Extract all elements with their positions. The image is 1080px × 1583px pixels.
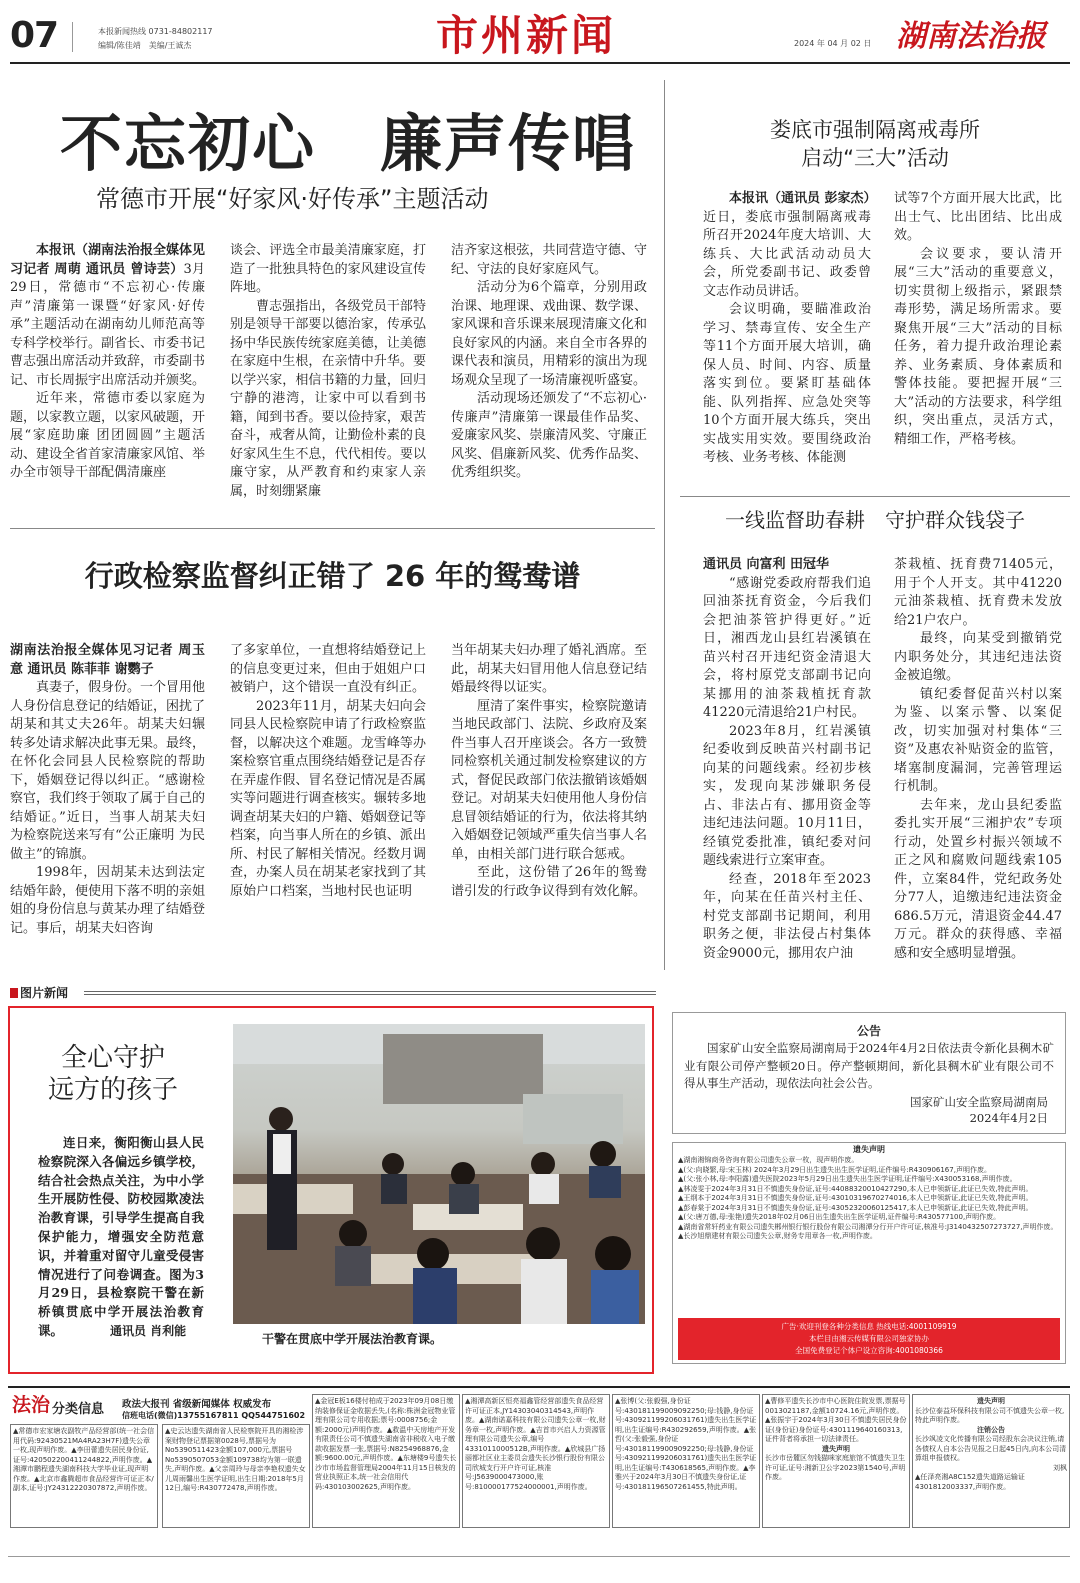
article4-col1 (703, 556, 871, 986)
article2-title2: 启动“三大”活动 (801, 146, 949, 170)
article4-col2 (894, 556, 1062, 986)
classroom-photo (233, 1024, 645, 1324)
article1-title: 不忘初心 廉声传唱 (60, 107, 637, 180)
classified-col7-text: 长沙位泰益环保科技有限公司不慎遗失公章一枚,特此声明作废。 (915, 1406, 1065, 1424)
article1-col2b: 曹志强指出，各级党员干部特别是领导干部要以德治家，传承弘扬中华民族传统家庭美德，让美德在家庭中生根，在亲情中升华。要以学兴家，相信书籍的力量，回归宁静的港湾，让家中可以看到书籍，闻到书香。要以俭持家，艰苦奋斗，戒奢从简，让勤俭朴素的良好家风生生不息，代代相传。要以廉守家，从严教育和约束家人亲属，时刻绷紧廉 (230, 298, 426, 499)
photo-news-title-l1: 全心守护 (60, 1043, 165, 1073)
notice-body-text: 国家矿山安全监察局湖南局于2024年4月2日依法责令新化县稠木矿业有限公司停产整顿20日。停产整顿期间，新化县稠木矿业有限公司不得从事生产活动，现依法向社会公告。 (684, 1041, 1054, 1090)
article4-col1b: 2023年8月，红岩溪镇纪委收到反映苗兴村副书记向某的问题线索。经初步核实，发现向某涉嫌职务侵占、非法占有、挪用资金等违纪违法问题。10月11日，经镇党委批准，镇纪委对问题线索进行立案审查。 (703, 723, 871, 868)
article3-title: 行政检察监督纠正错了 26 年的鸳鸯谱 (84, 559, 581, 593)
classified-brand: 法治 (12, 1394, 51, 1416)
article3-col3b: 厘清了案件事实，检察院邀请当地民政部门、法院、乡政府及案件当事人召开座谈会。各方一致赞同检察机关通过制发检察建议的方式，督促民政部门依法撤销该婚姻登记。对胡某夫妇使用他人身份信息冒领结婚证的行为，依法将其纳入婚姻登记领域严重失信当事人名单，由相关部门进行联合惩戒。 (451, 698, 647, 862)
lost-item: ▲(父:唐万德,母:张艳)遗失2018年02月06日出生遗失出生医学证明,证件编号:R430577100,声明作废。 (678, 1213, 1001, 1221)
classified-col6-title: 遗失声明 (822, 1444, 850, 1453)
vertical-divider-top (664, 80, 665, 970)
lost-item: ▲彭春棠于2024年3月31日不慎遗失身份证,证号:43052320060125417,本人已申领新证,此证已失效,特此声明。 (678, 1203, 1033, 1212)
article1-subtitle: 常德市开展“好家风·好传承”主题活动 (96, 185, 489, 213)
classified-slogan: 政法大报刊 省级新闻媒体 权威发布 (122, 1399, 272, 1410)
article3-col1 (10, 642, 205, 942)
article4-col2d: 去年来，龙山县纪委监委扎实开展“三湘护农”专项行动，处置乡村振兴领域不正之风和腐败问题线索105件，立案84件，党纪政务处分77人，追缴违纪违法资金686.5万元，清退资金44.47万元。群众的获得感、幸福感和安全感明显增强。 (894, 797, 1062, 961)
article3-col3 (451, 642, 647, 942)
classified-col7-title: 遗失声明 (977, 1397, 1005, 1405)
article1-col3 (451, 242, 647, 504)
classified-col7-text2: 长沙飒凌文化传播有限公司经股东会决议注销,请各债权人自本公告见报之日起45日内,向本公司清算组申报债权。 (915, 1435, 1067, 1462)
article1-col3c: 活动现场还颁发了“不忘初心·传廉声”清廉第一课最佳作品奖、爱廉家风奖、崇廉清风奖、守廉正风奖、倡廉新风奖、优秀作品奖、优秀组织奖。 (451, 391, 647, 480)
lost-notice-list (678, 1156, 1060, 1316)
notice-sign: 国家矿山安全监察局湖南局 (910, 1095, 1048, 1109)
article3-col2b: 2023年11月，胡某夫妇向会同县人民检察院申请了行政检察监督，以解决这个难题。龙雪峰等办案检察官重点围绕结婚登记是否存在弄虚作假、冒名登记情况是否属实等问题进行调查核实。辗转多地调查胡某夫妇的户籍、婚姻登记等档案，向当事人所在的乡镇、派出所、村民了解相关情况。经数月调查，办案人员在胡某老家找到了其原始户口档案，当地村民也证明 (230, 698, 426, 899)
classified-col7-sign: 刘枫 (1053, 1463, 1067, 1472)
masthead-rule (10, 62, 1070, 64)
article2-rule (680, 496, 1070, 497)
article4-title: 一线监督助春耕 守护群众钱袋子 (725, 508, 1025, 532)
lost-item: ▲王纲本于2024年3月31日不慎遗失身份证,证号:43010319670274016,本人已申领新证,此证已失效,特此声明。 (678, 1194, 1033, 1202)
classified-col3: ▲金冠E板16楼付柏成于2023年09月08日缴纳装修保证金收据丢失,(名称:株洲金冠物业管理有限公司专用收据;票号:0008756;金额:2000元)声明作废。▲救温中天房地产开发有限责任公司不慎遗失湖南省非税收入电子缴款收据发票一张,票据号:N8254968876,金额:9600.00元,声明作废。▲东塘楼9号遗失长沙市市场监督管理局2004年11月15日核发的营业执照正本,统一社会信用代码:430103002625,声明作废。 (312, 1394, 460, 1528)
article1-col2 (230, 242, 426, 504)
classroom-scene (233, 1024, 645, 1324)
classified-col7 (912, 1394, 1070, 1528)
hotline: 本报新闻热线 0731-84802117 (98, 27, 213, 36)
article4-col1c: 经查，2018年至2023年，向某在任苗兴村主任、村党支部副书记期间，利用职务之便，非法侵占村集体资金9000元，挪用农户油 (703, 871, 871, 961)
article3-col3c: 至此，这份错了26年的鸳鸯谱引发的行政争议得到有效化解。 (451, 865, 647, 899)
ad-line-1: 广告·欢迎刊登各种分类信息 热线电话:4001109919 (781, 1322, 957, 1331)
article1-col3a: 洁齐家这根弦，共同营造守德、守纪、守法的良好家庭风气。 (451, 243, 647, 277)
lost-item: ▲林凌雯于2024年3月31日不慎遗失身份证,证号:44088320010427290,本人已申领新证,此证已失效,特此声明。 (678, 1184, 1033, 1193)
article2-col2 (894, 190, 1062, 480)
article4-col1a: “感谢党委政府帮我们追回油茶抚育资金，今后我们会把油茶管护得更好。”近日，湘西龙山县红岩溪镇在苗兴村召开违纪资金清退大会，将村原党支部副书记向某挪用的油茶栽植抚育款41220元清退给21户村民。 (703, 575, 871, 720)
lost-notice-title: 遗失声明 (853, 1145, 885, 1154)
lost-item: ▲长沙旭鼎建材有限公司遗失公章,财务专用章各一枚,声明作废。 (678, 1232, 877, 1240)
notice-title: 公告 (856, 1024, 881, 1038)
article3-col1b: 1998年，因胡某未达到法定结婚年龄，便使用下落不明的亲姐姐的身份信息与黄某办理了结婚登记。事后，胡某夫妇咨询 (10, 865, 206, 936)
article4-col2c: 镇纪委督促苗兴村以案为鉴、以案示警、以案促改，切实加强对村集体“三资”及惠农补贴资金的监管，堵塞制度漏洞，完善管理运行机制。 (894, 686, 1062, 794)
article3-col1a: 真妻子，假身份。一个冒用他人身份信息登记的结婚证，困扰了胡某和其丈夫26年。胡某夫妇辗转多处请求解决此事无果。最终，在怀化会同县人民检察院的帮助下，婚姻登记得以纠正。“感谢检察官，我们终于领取了属于自己的结婚证。”近日，当事人胡某夫妇为检察院送来写有“公正廉明 为民做主”的锦旗。 (10, 680, 206, 862)
paper-logo: 湖南法治报 (896, 19, 1046, 54)
photo-news-label: 图片新闻 (20, 986, 69, 1000)
photo-news-label-rule (84, 991, 656, 995)
classified-col1: ▲常德市宏家塘农副牧产品经营部(统一社会信用代码:92430521MA4RA23H7F)遗失公章一枚,现声明作废。▲李田蕾遗失居民身份证,证号:420502200411244822,声明作废。▲湘潭市鹏程遗失湖南科技大学毕业证,现声明作废。▲北京市鑫腾超市食品经营许可证正本/副本,证号:JY24312220307872,声明作废。 (10, 1424, 158, 1528)
editors: 编辑/陈佳靖 美编/王诚杰 (98, 41, 192, 50)
issue-date: 2024 年 04 月 02 日 (794, 39, 872, 48)
article2-byline: 本报讯（通讯员 彭家杰） (729, 191, 877, 206)
classified-col7-text3: ▲任泽亮湘A8C152遗失道路运输证4301812003337,声明作废。 (915, 1473, 1025, 1491)
article2-col1-text: 近日，娄底市强制隔离戒毒所召开2024年度大培训、大练兵、大比武活动动员大会，所党委副书记、政委曾文志作动员讲话。 (703, 209, 871, 299)
page-number: 07 (10, 15, 59, 56)
classified-col6-text2: 长沙市岳麓区勿钱猫咪家庭旅馆不慎遗失卫生许可证,证号:湘新卫公字2023第1540号,声明作废。 (765, 1454, 906, 1481)
classified-top-rule (8, 1386, 1070, 1388)
classified-col5: ▲张博(父:张毅强,身份证号:430181199009092250;母:钱静,身份证号:430921199206031761)遗失出生医学证明,出生证编号:R430292659,声明作废。▲张哲(父:张毅强,身份证号:430181199009092250;母:钱静,身份证号:430921199206031761)遗失出生医学证明,出生证编号:T430618565,声明作废。▲李雅兴于2024年3月30日不慎遗失身份证,证号:430181196507261455,特此声明。 (612, 1394, 760, 1528)
classified-brand2: 分类信息 (52, 1402, 105, 1417)
page-bottom-rule (8, 1556, 1070, 1557)
article3-col2a: 了多家单位，一直想将结婚登记上的信息变更过来，但由于姐姐户口被销户，这个错误一直没有纠正。 (230, 643, 426, 695)
article1-col1 (10, 242, 205, 504)
masthead-divider-short (72, 22, 73, 52)
classified-col6 (762, 1394, 910, 1528)
notice-date: 2024年4月2日 (969, 1111, 1048, 1125)
article2-col1 (703, 190, 877, 480)
classified-phone: 信班电话(微信)13755167811 QQ544751602 (122, 1411, 306, 1420)
article2-col2b: 会议要求，要认清开展“三大”活动的重要意义，切实贯彻上级指示，紧跟禁毒形势，满足场所需求。要聚焦开展“三大”活动的目标任务，着力提升政治理论素养、业务素质、身体素质和警体技能。要把握开展“三大”活动的方法要求，科学组织，突出重点，灵活方式，精细工作，严格考核。 (894, 246, 1062, 447)
section-title: 市州新闻 (436, 11, 617, 60)
classified-col4: ▲湘潭高新区恒亮福鑫管经营部遗失食品经营许可证正本,JY14303040314543,声明作废。▲湖南诺嘉科技有限公司遗失公章一枚,财务章一枚,声明作废。▲吉首市兴启人力资源管理有限公司遗失公章,编号4331011000512B,声明作废。▲欣城县广扬丽都社区业主委员会遗失长沙银行股份有限公司欣城支行开户许可证,核准号:J5639000473000,账号:810000177524000001,声明作废。 (462, 1394, 610, 1528)
lost-item: ▲湖南湘锦商务咨询有限公司遗失公章一枚，现声明作废。 (678, 1156, 859, 1164)
article3-top-rule (10, 528, 655, 529)
photo-news-label-marker (10, 988, 18, 998)
notice-body (684, 1040, 1054, 1096)
photo-news-title-l2: 远方的孩子 (47, 1075, 178, 1105)
article4-col2a: 茶栽植、抚育费71405元，用于个人开支。其中41220元油茶栽植、抚育费未发放给21户农户。 (894, 557, 1062, 628)
article1-byline: 本报讯（湖南法治报全媒体见习记者 周萌 通讯员 曾诗芸） (10, 243, 206, 277)
ad-line-3: 全国免费登记个体户设立咨询:4001080366 (795, 1346, 943, 1355)
article2-col1b: 会议明确，要瞄准政治学习、禁毒宣传、安全生产等11个方面开展大培训，确保人员、时间、内容、质量落实到位。要紧盯基础体能、队列指挥、应急处突等10个方面开展大练兵，突出实战实用实效。要围绕政治考核、业务考核、体能测 (703, 302, 871, 465)
classified-col7-title2: 注销公告 (977, 1425, 1005, 1434)
classified-col6-text: ▲曹修平遗失长沙市中心医院住院发票,票据号0013021187,金额10724.16元,声明作废。▲张振宇于2024年3月30日不慎遗失居民身份证(身份证)身份证号:4301119640160313,证件背者将承担一切法律责任。 (765, 1397, 907, 1443)
article1-col2a: 谈会、评选全市最美清廉家庭，打造了一批独具特色的家风建设宣传阵地。 (230, 243, 426, 295)
article1-col1-text: 3月29日，常德市“不忘初心·传廉声”清廉第一课暨“好家风·好传承”主题活动在湖南幼儿师范高等专科学校举行。副省长、市委书记曹志强出席活动并致辞，市委副书记、市长周振宇出席活动并颁奖。 (10, 261, 206, 388)
photo-news-credit: 通讯员 肖利能 (110, 1324, 187, 1338)
article2-title: 娄底市强制隔离戒毒所 (770, 118, 980, 142)
article3-col2 (230, 642, 426, 942)
article3-byline: 湖南法治报全媒体见习记者 周玉意 通讯员 陈菲菲 谢鹦子 (10, 643, 205, 677)
photo-news-body-text: 连日来，衡阳衡山县人民检察院深入各偏远乡镇学校，结合社会热点关注，为中小学生开展防性侵、防校园欺凌法治教育课，引导学生提高自我保护能力，增强安全防范意识，并着重对留守儿童受侵害情况进行了问卷调查。图为3月29日，县检察院干警在新桥镇贯底中学开展法治教育课。 (38, 1135, 204, 1338)
article4-byline: 通讯员 向富利 田冠华 (703, 557, 830, 572)
article3-col3a: 当年胡某夫妇办理了婚礼酒席。至此，胡某夫妇冒用他人信息登记结婚最终得以证实。 (451, 643, 647, 695)
ad-line-2: 本栏目由湘云传媒有限公司独家协办 (809, 1334, 929, 1343)
classified-col2: ▲史云达遗失湖南省人民检察院开具的湘检涉案财物登记票据第0028号,票据号为No5390511423金额107,000元,票据号No5390507053金额109738均为第一联遗失,声明作废。▲父亲周玲与母亲李艳权遗失女儿周雨馨出生医学证明,出生日期:2018年5月12日,编号:R430772478,声明作废。 (162, 1424, 310, 1528)
lost-item: ▲湖南省常轩药业有限公司遗失郴州银行银行股份有限公司湘潭分行开户许可证,核准号:J3140432507273727,声明作废。 (678, 1222, 1058, 1231)
article4-col2b: 最终，向某受到撤销党内职务处分，其违纪违法资金被追缴。 (894, 631, 1062, 683)
article1-col1b: 近年来，常德市委以家庭为题，以家教立题，以家风破题，开展“家庭助廉 团团圆圆”主题活动、建设全省首家清廉家风馆、举办全市领导干部配偶清廉座 (10, 391, 206, 480)
photo-caption: 干警在贯底中学开展法治教育课。 (262, 1332, 443, 1346)
lost-item: ▲(父:向晓繁,母:宋玉林) 2024年3月29日出生遗失出生医学证明,证件编号:R430906167,声明作废。 (678, 1165, 991, 1174)
article1-col3b: 活动分为6个篇章，分别用政治课、地理课、戏曲课、数学课、家风课和音乐课来展现清廉文化和良好家风的内涵。来自全市各界的课代表和演员，用精彩的演出为现场观众呈现了一场清廉视听盛宴。 (451, 280, 647, 388)
lost-item: ▲(父:张小林,母:李阳露)遗失医院2023年5月29日出生遗失出生医学证明,证件编号:X430053168,声明作废。 (678, 1175, 1017, 1183)
article2-col2a: 试等7个方面开展大比武，比出士气、比出团结、比出成效。 (894, 191, 1062, 243)
